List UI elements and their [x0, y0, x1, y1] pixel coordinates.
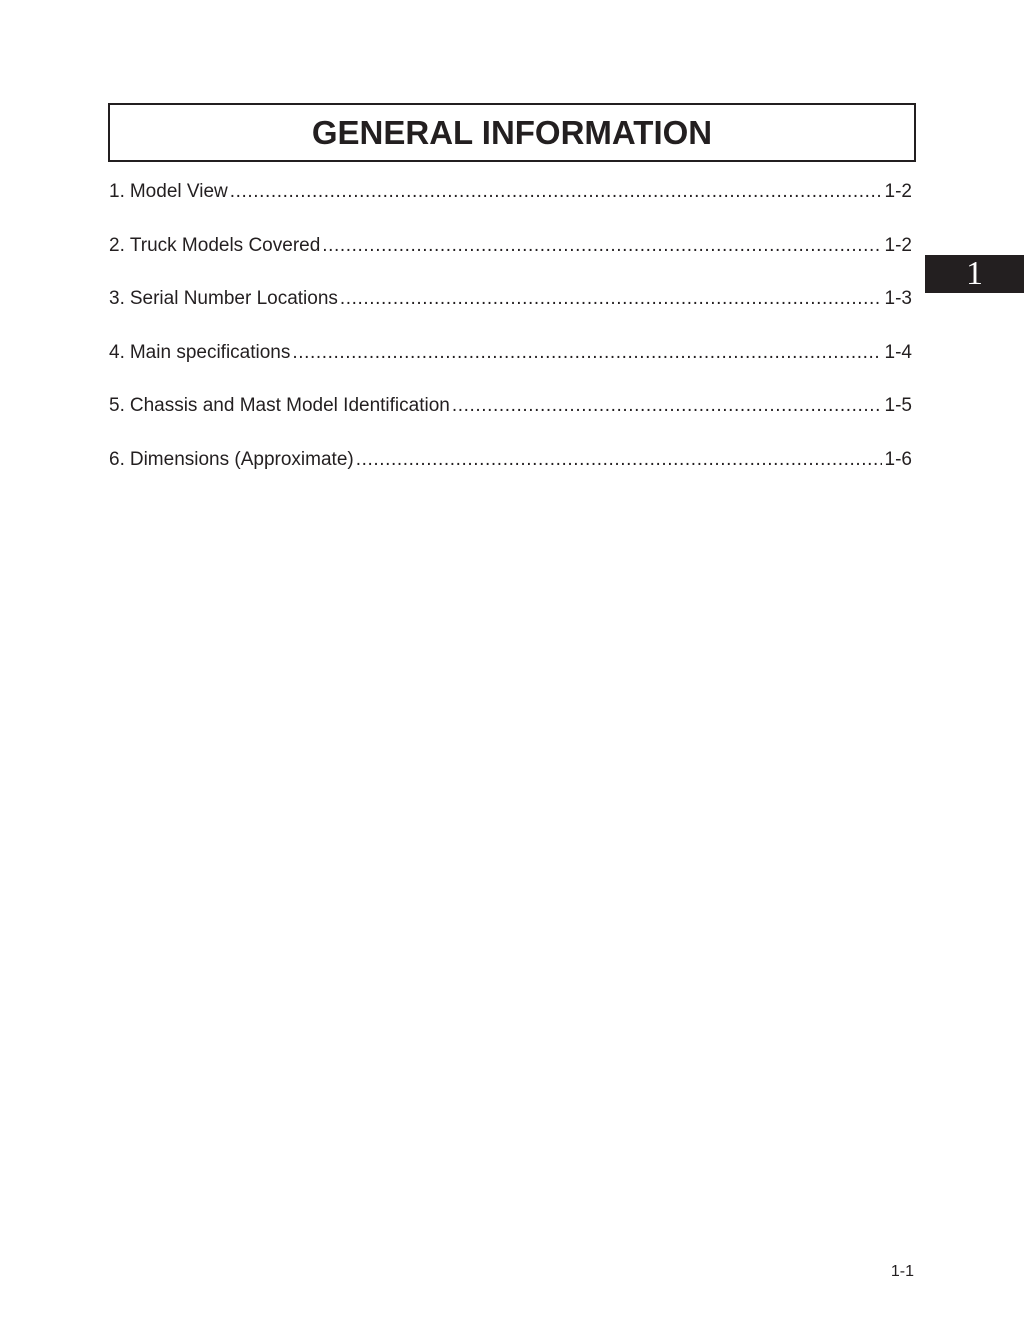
toc-item-label: Model View [129, 181, 228, 202]
toc-item-number: 4. [109, 341, 125, 363]
page-title: GENERAL INFORMATION [311, 113, 713, 151]
toc-item-page: 1-2 [884, 234, 912, 256]
toc-dot-leader [230, 180, 882, 204]
toc-item-number: 3. [109, 288, 125, 310]
toc-item-chassis-mast-identification[interactable] [109, 394, 912, 448]
chapter-tab [925, 255, 1024, 293]
toc-item-truck-models-covered[interactable] [109, 234, 912, 288]
toc-item-label: Truck Models Covered [129, 234, 321, 256]
toc-item-page: 1-4 [884, 341, 912, 363]
toc-item-serial-number-locations[interactable] [109, 287, 912, 341]
toc-item-number: 6. [109, 448, 125, 470]
toc-item-label: Dimensions (Approximate) [129, 448, 354, 470]
toc-item-number: 1. [109, 181, 125, 202]
toc-item-page: 1-3 [884, 288, 912, 310]
toc-dot-leader [340, 287, 882, 311]
toc-item-model-view[interactable] [109, 180, 912, 234]
toc-item-number: 5. [109, 395, 125, 417]
toc-item-dimensions[interactable] [109, 448, 912, 502]
toc-dot-leader [356, 448, 882, 472]
chapter-tab-number: 1 [966, 255, 983, 292]
toc-item-label: Serial Number Locations [129, 288, 338, 310]
toc-item-page: 1-5 [884, 395, 912, 417]
table-of-contents [109, 180, 912, 502]
toc-item-main-specifications[interactable] [109, 341, 912, 395]
toc-dot-leader [452, 394, 882, 418]
toc-dot-leader [322, 234, 881, 258]
toc-dot-leader [292, 341, 881, 365]
toc-item-label: Chassis and Mast Model Identification [129, 395, 450, 417]
toc-item-number: 2. [109, 234, 125, 256]
toc-item-page: 1-2 [884, 181, 912, 202]
page-number: 1-1 [890, 1263, 914, 1280]
toc-item-label: Main specifications [129, 341, 291, 363]
title-box [108, 103, 916, 162]
toc-item-page: 1-6 [884, 448, 912, 470]
